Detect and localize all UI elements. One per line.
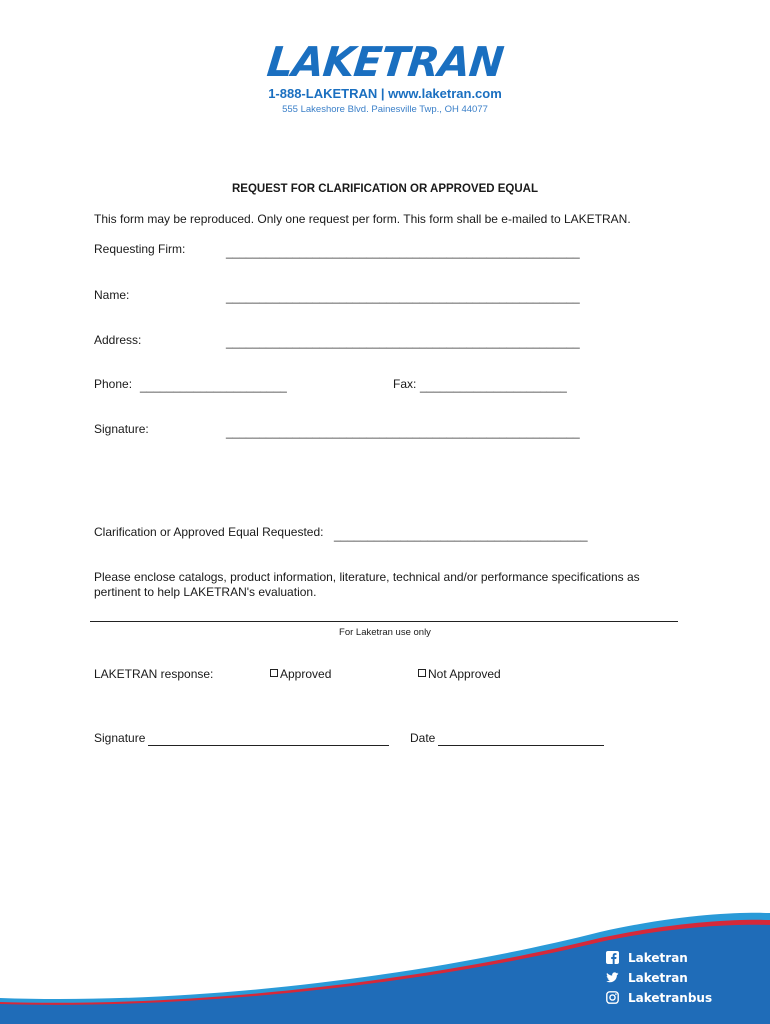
laketran-logo: LAKETRAN bbox=[264, 38, 506, 86]
twitter-icon bbox=[606, 971, 619, 984]
phone-field[interactable]: ______________________ bbox=[140, 379, 287, 393]
twitter-handle[interactable] bbox=[606, 971, 688, 985]
not-approved-checkbox[interactable] bbox=[418, 669, 426, 677]
approved-option[interactable] bbox=[270, 667, 331, 681]
signature-field[interactable]: _____________________________________________________ bbox=[226, 425, 580, 439]
response-label: LAKETRAN response: bbox=[94, 667, 214, 681]
instagram-handle[interactable] bbox=[606, 991, 712, 1005]
form-intro: This form may be reproduced. Only one request per form. This form shall be e-mailed to LAKETRAN. bbox=[94, 212, 631, 226]
not-approved-label: Not Approved bbox=[428, 667, 501, 681]
office-address: 555 Lakeshore Blvd. Painesville Twp., OH 44077 bbox=[282, 104, 488, 115]
name-label: Name: bbox=[94, 288, 130, 302]
facebook-label: Laketran bbox=[628, 951, 688, 965]
office-use-heading: For Laketran use only bbox=[339, 627, 431, 638]
phone-label: Phone: bbox=[94, 377, 133, 391]
date-label: Date bbox=[410, 731, 436, 745]
twitter-label: Laketran bbox=[628, 971, 688, 985]
address-field[interactable]: _____________________________________________________ bbox=[226, 335, 580, 349]
office-signature-label: Signature bbox=[94, 731, 146, 745]
instagram-label: Laketranbus bbox=[628, 991, 713, 1005]
office-use-divider bbox=[90, 621, 678, 622]
facebook-icon bbox=[606, 951, 619, 964]
clarification-field[interactable]: ______________________________________ bbox=[334, 528, 588, 542]
approved-checkbox[interactable] bbox=[270, 669, 278, 677]
name-field[interactable]: _____________________________________________________ bbox=[226, 290, 580, 304]
fax-label: Fax: bbox=[393, 377, 417, 391]
date-line[interactable] bbox=[438, 745, 604, 746]
enclose-note-line1: Please enclose catalogs, product information, literature, technical and/or performance specifications as bbox=[94, 570, 640, 584]
signature-label: Signature: bbox=[94, 422, 149, 436]
fax-field[interactable]: ______________________ bbox=[420, 379, 567, 393]
enclose-note-line2: pertinent to help LAKETRAN's evaluation. bbox=[94, 585, 317, 599]
address-label: Address: bbox=[94, 333, 142, 347]
form-title: REQUEST FOR CLARIFICATION OR APPROVED EQUAL bbox=[231, 183, 539, 195]
not-approved-option[interactable] bbox=[418, 667, 501, 681]
phone-website-line: 1-888-LAKETRAN | www.laketran.com bbox=[268, 86, 502, 101]
office-signature-line[interactable] bbox=[148, 745, 389, 746]
requesting-firm-field[interactable]: _____________________________________________________ bbox=[226, 245, 580, 259]
facebook-handle[interactable] bbox=[606, 951, 688, 965]
approved-label: Approved bbox=[280, 667, 332, 681]
instagram-icon bbox=[606, 991, 619, 1004]
requesting-firm-label: Requesting Firm: bbox=[94, 242, 186, 256]
clarification-label: Clarification or Approved Equal Requested: bbox=[94, 525, 324, 539]
